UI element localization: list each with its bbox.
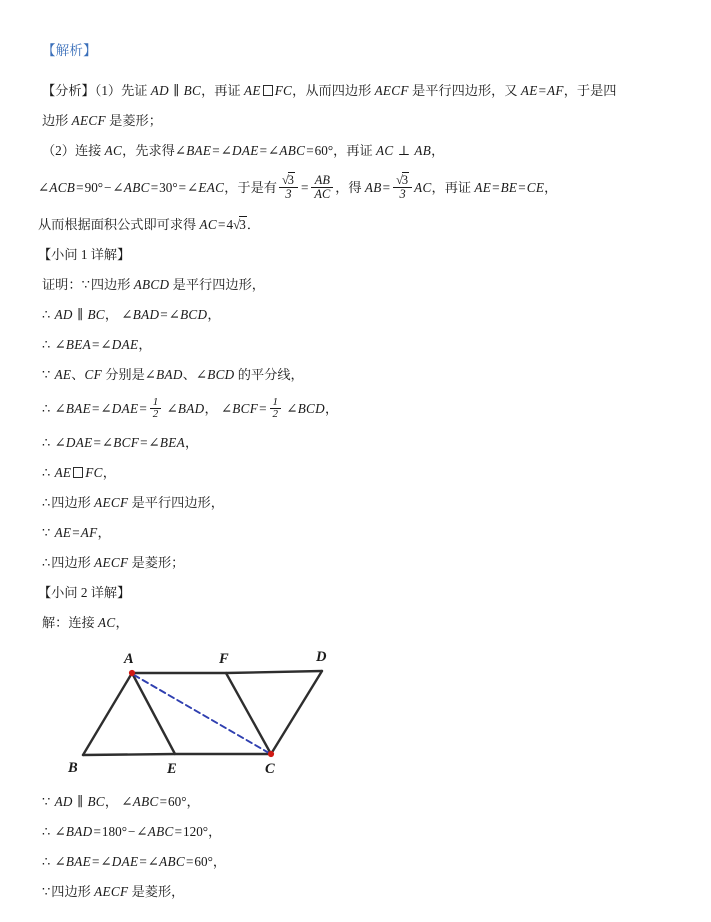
figure-label-c: C (265, 760, 275, 777)
radicand-3: 3 (239, 216, 246, 232)
math-ae-6: AE (54, 524, 72, 540)
analysis-item1-line2-post: 是菱形； (109, 112, 162, 128)
math-angle-dae-4: ∠DAE (54, 434, 93, 450)
math-aecf: AECF (374, 82, 409, 98)
fraction-numerator-4: 1 (152, 395, 159, 408)
minus-sign: − (104, 179, 112, 195)
math-degree-60-2: 60° (168, 793, 187, 809)
analysis-item1-mid2: ，从而四边形 (292, 82, 372, 98)
radicand-2: 3 (401, 172, 409, 187)
therefore-symbol-2: ∴ (42, 336, 51, 352)
perpendicular-symbol: ⊥ (397, 142, 411, 158)
analysis-item-2-line-2 (38, 166, 675, 210)
math-bc-3: BC (87, 793, 105, 809)
math-angle-bea: ∠BEA (54, 336, 91, 352)
therefore-symbol-3: ∴ (42, 400, 51, 416)
equals-sign: = (538, 82, 546, 98)
math-aecf-2: AECF (71, 112, 106, 128)
math-angle-dae-3: ∠DAE (100, 400, 139, 416)
detail2-line-3 (38, 817, 675, 847)
detail1-line-6 (38, 428, 675, 458)
figure-label-a: A (124, 650, 134, 667)
math-degree-30: 30° (159, 179, 178, 195)
solution-prefix: 解：连接 (42, 614, 95, 630)
equals-sign-7: = (178, 179, 187, 195)
analysis-item-1-line-1 (38, 76, 675, 106)
equals-sign-24: = (92, 853, 100, 869)
equals-sign-21: = (159, 793, 167, 809)
detail1-l4-mid: 分别是 (105, 366, 145, 382)
detail2-l2-tail: ， (186, 793, 200, 809)
analysis-item2-mid: ，先求得 (122, 142, 175, 158)
math-ac: AC (104, 142, 123, 158)
analysis-label: 【分析】 (42, 82, 95, 98)
detail1-l8-post: 是平行四边形， (131, 494, 224, 510)
detail1-line-8 (38, 488, 675, 518)
missing-glyph-box-icon (263, 85, 273, 96)
because-symbol-4: ∵ (42, 793, 51, 809)
minus-sign-2: − (127, 823, 136, 839)
radical-sqrt-icon-2: √3 (396, 172, 409, 187)
proof-prefix: 证明： (42, 276, 82, 292)
analysis-item2-mid2: ，再证 (333, 142, 373, 158)
detail1-l4-post: 的平分线， (237, 366, 304, 382)
math-degree-180: 180° (101, 823, 127, 839)
figure-label-e: E (167, 760, 177, 777)
equals-sign-16: = (139, 400, 147, 416)
analysis-section-header: 【解析】 (42, 43, 97, 58)
math-bc: BC (183, 82, 202, 98)
fraction-denominator-5: 2 (270, 408, 282, 421)
detail1-line-3 (38, 330, 675, 360)
detail1-line-7 (38, 458, 675, 488)
analysis-line3-mid: ，于是有 (224, 179, 277, 195)
equals-sign-12: = (218, 216, 226, 232)
parallel-symbol: ∥ (173, 82, 180, 98)
equals-sign-8: = (300, 179, 309, 195)
vertex-dot-a (129, 669, 135, 675)
math-angle-bcf: ∠BCF (220, 400, 259, 416)
math-angle-bad: ∠BAD (121, 306, 160, 322)
math-angle-bae-2: ∠BAE (54, 400, 91, 416)
math-ab-2: AB (364, 179, 382, 195)
because-symbol-2: ∵ (42, 366, 51, 382)
analysis-item1-mid: ，再证 (201, 82, 241, 98)
math-ac-3: AC (414, 179, 432, 195)
analysis-item-2-line-3 (38, 210, 675, 240)
equals-sign-25: = (139, 853, 147, 869)
math-af: AF (547, 82, 564, 98)
fraction-denominator-2: AC (311, 187, 333, 201)
parallelogram-outline (83, 671, 322, 755)
equals-sign-5: = (76, 179, 84, 195)
detail2-l5-text: 四边形 (51, 883, 91, 899)
math-af-2: AF (80, 524, 98, 540)
equals-sign-11: = (518, 179, 526, 195)
analysis-line4-period: ． (246, 216, 261, 232)
math-angle-bcd: ∠BCD (168, 306, 208, 322)
because-symbol-3: ∵ (42, 524, 51, 540)
math-ae-3: AE (474, 179, 492, 195)
detail1-l2-tail: ， (207, 306, 221, 322)
math-ac-4: AC (199, 216, 217, 232)
fraction-sqrt3-over-3 (279, 174, 298, 202)
equals-sign-18: = (93, 434, 101, 450)
math-angle-acb: ∠ACB (38, 179, 76, 195)
analysis-line3-tail: ， (544, 179, 558, 195)
math-ac-2: AC (375, 142, 394, 158)
therefore-symbol-4: ∴ (42, 434, 51, 450)
therefore-symbol-9: ∴ (42, 853, 51, 869)
fraction-numerator-2: AB (314, 172, 330, 187)
equals-sign-20: = (72, 524, 80, 540)
math-angle-eac: ∠EAC (187, 179, 225, 195)
math-angle-dae-5: ∠DAE (100, 853, 139, 869)
geometry-figure (0, 646, 711, 781)
math-be: BE (500, 179, 518, 195)
detail2-l3-tail: ， (208, 823, 222, 839)
detail2-line-1 (38, 608, 675, 638)
because-symbol: ∵ (81, 276, 90, 292)
equals-sign-19: = (140, 434, 148, 450)
detail1-l9-tail: ， (97, 524, 111, 540)
fraction-numerator (279, 174, 298, 187)
math-angle-dae: ∠DAE (220, 142, 259, 158)
math-ae-2: AE (520, 82, 538, 98)
analysis-line3-mid2: ，得 (335, 179, 362, 195)
math-aecf-3: AECF (94, 494, 129, 510)
comma-2: ， (204, 400, 218, 416)
fraction-one-half-2 (270, 397, 282, 422)
detail-1-header: 【小问 1 详解】 (38, 246, 131, 262)
analysis-line4-pre: 从而根据面积公式即可求得 (38, 216, 197, 232)
math-degree-60-3: 60° (194, 853, 213, 869)
equals-sign-3: = (259, 142, 268, 158)
analysis-item1-prefix: （1）先证 (94, 82, 148, 98)
detail1-line-9 (38, 518, 675, 548)
therefore-symbol-8: ∴ (42, 823, 51, 839)
math-angle-bad-3: ∠BAD (166, 400, 205, 416)
math-angle-dae-2: ∠DAE (100, 336, 139, 352)
analysis-item2-tail: ， (431, 142, 445, 158)
fraction-sqrt3-over-3-second (393, 174, 412, 202)
equals-sign-26: = (185, 853, 194, 869)
math-ad: AD (150, 82, 169, 98)
equals-sign-15: = (92, 400, 100, 416)
therefore-symbol-6: ∴ (42, 494, 51, 510)
math-angle-abc: ∠ABC (268, 142, 306, 158)
equals-sign-9: = (382, 179, 391, 195)
math-aecf-5: AECF (94, 883, 129, 899)
math-angle-abc-5: ∠ABC (147, 853, 185, 869)
analysis-item-1-line-2 (38, 106, 675, 136)
analysis-item1-tail: ，于是四 (563, 82, 617, 98)
detail-2-header: 【小问 2 详解】 (38, 584, 131, 600)
therefore-symbol-5: ∴ (42, 464, 51, 480)
equals-sign-17: = (259, 400, 267, 416)
figure-label-d: D (316, 648, 327, 665)
analysis-line3-mid3: ，再证 (431, 179, 472, 195)
math-angle-bae-3: ∠BAE (54, 853, 91, 869)
detail1-line-10 (38, 548, 675, 578)
math-ae-5: AE (54, 464, 72, 480)
analysis-item-2-line-1 (38, 136, 675, 166)
analysis-item2-prefix: （2）连接 (42, 142, 102, 158)
math-degree-90: 90° (84, 179, 104, 195)
analysis-item1-mid3: 是平行四边形，又 (412, 82, 518, 98)
detail1-line-4 (38, 360, 675, 390)
math-coefficient-4: 4 (226, 216, 234, 232)
fraction-denominator: 3 (279, 187, 298, 201)
math-ae: AE (243, 82, 261, 98)
equals-sign-6: = (150, 179, 159, 195)
math-angle-abc-4: ∠ABC (136, 823, 174, 839)
math-angle-bcd-3: ∠BCD (286, 400, 325, 416)
fraction-denominator-4: 2 (150, 408, 162, 421)
math-angle-bcf-2: ∠BCF (101, 434, 140, 450)
math-ab: AB (414, 142, 432, 158)
math-ce: CE (526, 179, 545, 195)
math-degree-120: 120° (183, 823, 209, 839)
detail1-l6-tail: ， (184, 434, 199, 450)
math-angle-bea-2: ∠BEA (148, 434, 185, 450)
detail2-l4-tail: ， (212, 853, 227, 869)
missing-glyph-box-icon-2 (73, 467, 83, 478)
math-ad-3: AD (54, 793, 73, 809)
detail1-l3-tail: ， (138, 336, 152, 352)
detail1-l5-tail: ， (324, 400, 339, 416)
math-degree-60: 60° (314, 142, 334, 158)
radical-sqrt-icon-3: √3 (233, 216, 246, 232)
detail1-line-1 (38, 270, 675, 300)
detail1-l7-tail: ， (102, 464, 116, 480)
separator-2: 、 (182, 366, 196, 382)
math-abcd: ABCD (133, 276, 170, 292)
radicand: 3 (287, 172, 294, 187)
vertex-dot-c (268, 750, 274, 756)
math-cf: CF (84, 366, 102, 382)
math-angle-bad-4: ∠BAD (54, 823, 93, 839)
equals-sign-14: = (92, 336, 100, 352)
therefore-symbol: ∴ (42, 306, 51, 322)
comma-3: ， (104, 793, 119, 809)
detail1-l10-post: 是菱形； (131, 554, 185, 570)
detail1-line-5 (38, 390, 675, 428)
detail1-l8-text: 四边形 (51, 494, 91, 510)
fraction-ab-over-ac (311, 174, 333, 202)
equals-sign-13: = (160, 306, 168, 322)
fraction-numerator-3 (393, 174, 412, 187)
fraction-denominator-3: 3 (393, 187, 412, 201)
math-fc-2: FC (85, 464, 103, 480)
detail1-line-2 (38, 300, 675, 330)
math-angle-abc-2: ∠ABC (112, 179, 150, 195)
figure-label-f: F (219, 650, 229, 667)
equals-sign-4: = (306, 142, 314, 158)
parallel-symbol-3: ∥ (77, 793, 84, 809)
math-ac-5: AC (98, 614, 116, 630)
math-aecf-4: AECF (94, 554, 129, 570)
detail2-line-4 (38, 847, 675, 877)
comma-1: ， (104, 306, 119, 322)
math-angle-abc-3: ∠ABC (121, 793, 159, 809)
figure-label-b: B (68, 759, 78, 776)
fraction-numerator-5: 1 (272, 395, 279, 408)
detail2-line-5 (38, 877, 675, 907)
detail2-l5-post: 是菱形， (131, 883, 185, 899)
parallel-symbol-2: ∥ (77, 306, 84, 322)
detail1-l1-post: 是平行四边形， (172, 276, 265, 292)
math-fc: FC (274, 82, 293, 98)
detail2-l1-tail: ， (115, 614, 129, 630)
because-symbol-5: ∵ (42, 883, 51, 899)
equals-sign-22: = (93, 823, 101, 839)
detail1-l10-text: 四边形 (51, 554, 91, 570)
detail2-line-2 (38, 787, 675, 817)
equals-sign-10: = (492, 179, 500, 195)
separator-1: 、 (71, 366, 85, 382)
math-angle-bad-2: ∠BAD (144, 366, 183, 382)
radical-sqrt-icon: √3 (281, 172, 294, 187)
math-ad-2: AD (54, 306, 73, 322)
analysis-item1-line2-pre: 边形 (42, 112, 69, 128)
equals-sign-23: = (174, 823, 183, 839)
therefore-symbol-7: ∴ (42, 554, 51, 570)
math-angle-bcd-2: ∠BCD (195, 366, 235, 382)
math-bc-2: BC (87, 306, 105, 322)
math-ae-4: AE (54, 366, 72, 382)
detail1-l1-text: 四边形 (90, 276, 131, 292)
equals-sign-2: = (212, 142, 220, 158)
math-angle-bae: ∠BAE (174, 142, 212, 158)
fraction-one-half (150, 397, 162, 422)
